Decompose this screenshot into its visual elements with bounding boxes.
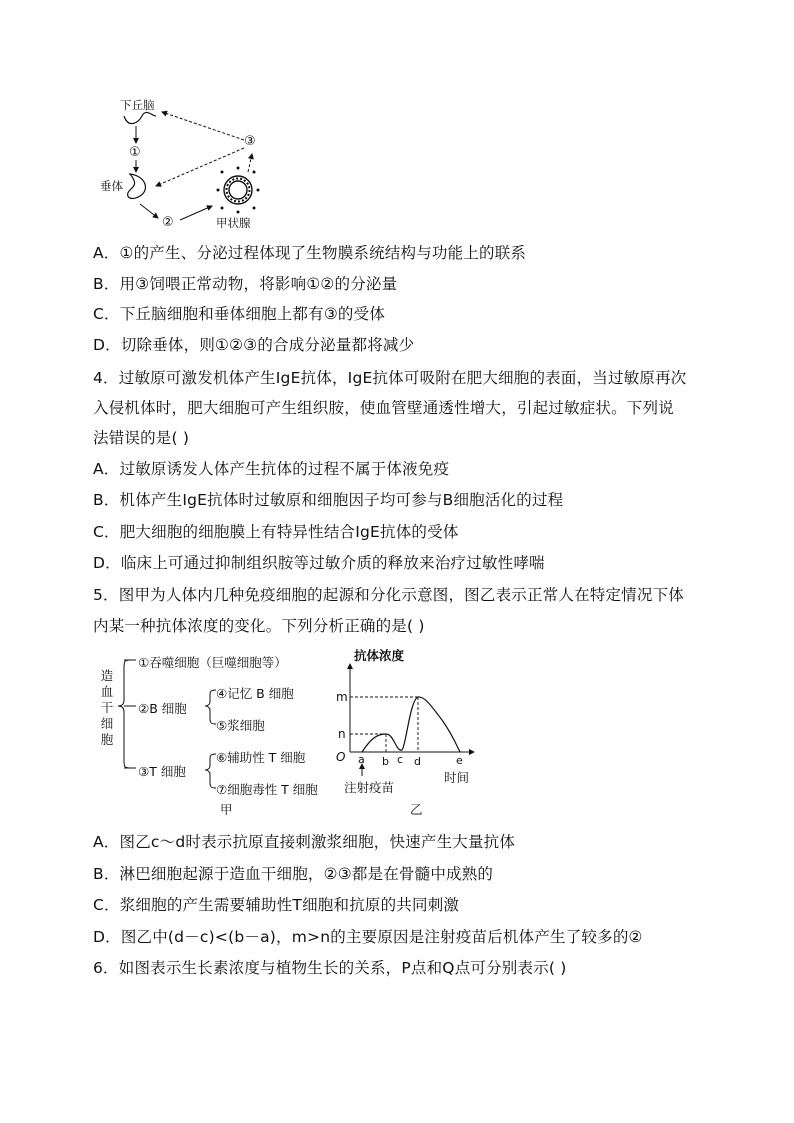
chart-tick-b: b bbox=[382, 755, 389, 768]
label-mark2: ② bbox=[162, 215, 174, 230]
q5-option-a: A．图乙c～d时表示抗原直接刺激浆细胞，快速产生大量抗体 bbox=[93, 833, 516, 851]
chart-ylabel: 抗体浓度 bbox=[354, 648, 405, 663]
chart-annotation: 注射疫苗 bbox=[344, 780, 395, 795]
chart-xlabel: 时间 bbox=[444, 770, 470, 785]
label-mark1: ① bbox=[129, 145, 141, 160]
chart-caption: 乙 bbox=[410, 802, 423, 817]
label-hypothalamus: 下丘脑 bbox=[120, 98, 155, 112]
q5-option-b: B．淋巴细胞起源于造血干细胞，②③都是在骨髓中成熟的 bbox=[93, 865, 494, 883]
q5-option-d: D．图乙中(d－c)<(b－a)，m>n的主要原因是注射疫苗后机体产生了较多的② bbox=[93, 928, 643, 946]
q4-stem-line1: 4．过敏原可激发机体产生IgE抗体，IgE抗体可吸附在肥大细胞的表面，当过敏原再次 bbox=[93, 369, 687, 387]
q3-option-d: D．切除垂体，则①②③的合成分泌量都将减少 bbox=[93, 336, 415, 354]
q4-option-b: B．机体产生IgE抗体时过敏原和细胞因子均可参与B细胞活化的过程 bbox=[93, 491, 564, 509]
lineage-memory-b: ④记忆 B 细胞 bbox=[216, 686, 294, 701]
lineage-helper-t: ⑥辅助性 T 细胞 bbox=[216, 750, 306, 765]
chart-tick-e: e bbox=[456, 754, 463, 767]
lineage-branch-tcell: ③T 细胞 bbox=[138, 764, 186, 779]
q6-stem: 6．如图表示生长素浓度与植物生长的关系，P点和Q点可分别表示( ) bbox=[93, 959, 567, 977]
chart-origin: O bbox=[336, 750, 346, 764]
q3-option-b: B．用③饲喂正常动物，将影响①②的分泌量 bbox=[93, 275, 398, 293]
label-mark3: ③ bbox=[244, 134, 256, 149]
chart-series-line bbox=[362, 697, 460, 752]
chart-tick-n: n bbox=[338, 727, 346, 741]
lineage-cytotoxic-t: ⑦细胞毒性 T 细胞 bbox=[216, 782, 318, 797]
q5-stem-line1: 5．图甲为人体内几种免疫细胞的起源和分化示意图，图乙表示正常人在特定情况下体 bbox=[93, 586, 684, 604]
q5-stem-line2: 内某一种抗体浓度的变化。下列分析正确的是( ) bbox=[93, 617, 425, 635]
label-thyroid: 甲状腺 bbox=[216, 216, 251, 230]
chart-tick-d: d bbox=[414, 755, 421, 768]
chart-tick-m: m bbox=[336, 690, 348, 704]
q4-stem-line2: 入侵机体时，肥大细胞可产生组织胺，使血管壁通透性增大，引起过敏症状。下列说 bbox=[93, 399, 674, 417]
label-pituitary: 垂体 bbox=[100, 179, 123, 193]
q4-option-c: C．肥大细胞的细胞膜上有特异性结合IgE抗体的受体 bbox=[93, 523, 459, 541]
q4-stem-line3: 法错误的是( ) bbox=[93, 429, 190, 447]
chart-tick-a: a bbox=[358, 753, 365, 766]
q4-option-a: A．过敏原诱发人体产生抗体的过程不属于体液免疫 bbox=[93, 460, 450, 478]
lineage-branch-phagocyte: ①吞噬细胞（巨噬细胞等） bbox=[138, 655, 287, 670]
q3-option-a: A．①的产生、分泌过程体现了生物膜系统结构与功能上的联系 bbox=[93, 244, 527, 262]
lineage-branch-bcell: ②B 细胞 bbox=[138, 701, 187, 716]
lineage-root-label: 造血干细胞 bbox=[100, 668, 114, 747]
q4-option-d: D．临床上可通过抑制组织胺等过敏介质的释放来治疗过敏性哮喘 bbox=[93, 554, 545, 572]
q5-option-c: C．浆细胞的产生需要辅助性T细胞和抗原的共同刺激 bbox=[93, 896, 460, 914]
q3-option-c: C．下丘脑细胞和垂体细胞上都有③的受体 bbox=[93, 305, 386, 323]
lineage-plasma-cell: ⑤浆细胞 bbox=[216, 718, 265, 733]
lineage-caption: 甲 bbox=[220, 802, 233, 817]
chart-tick-c: c bbox=[397, 753, 404, 766]
